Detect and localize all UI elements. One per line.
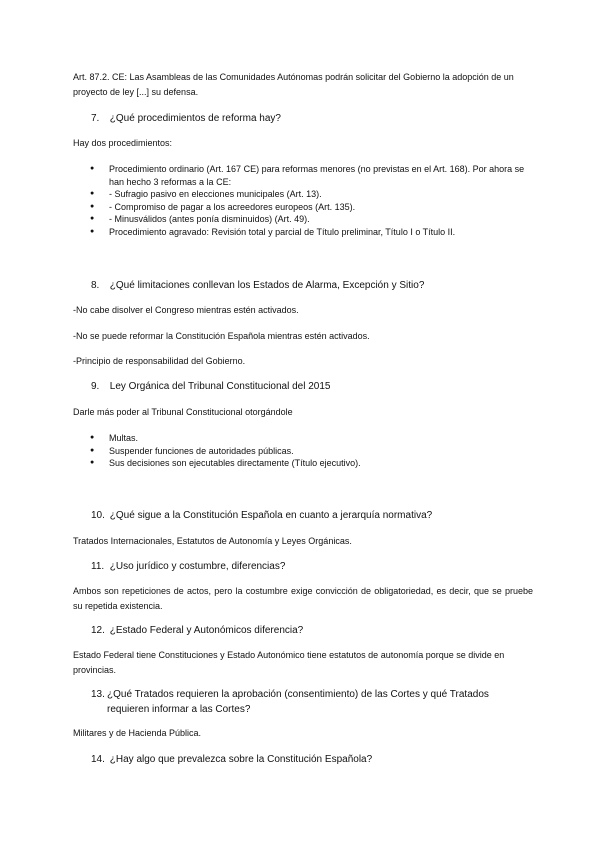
question-number: 7. <box>91 113 100 124</box>
question-text: ¿Qué procedimientos de reforma hay? <box>109 113 281 124</box>
question-number: 10. <box>91 510 105 521</box>
list-item: ● Sus decisiones son ejecutables directamente (Título ejecutivo). <box>90 457 530 470</box>
list-item: ● - Sufragio pasivo en elecciones municipales (Art. 13). <box>90 188 530 201</box>
q8-line: -No se puede reformar la Constitución Española mientras estén activados. <box>73 331 370 341</box>
q8-line: -No cabe disolver el Congreso mientras estén activados. <box>73 305 299 315</box>
question-text: ¿Hay algo que prevalezca sobre la Constitución Española? <box>109 754 373 765</box>
question-number: 13. <box>91 689 105 700</box>
q12-answer: Estado Federal tiene Constituciones y Estado Autonómico tiene estatutos de autonomía porque se divide en provincias. <box>73 650 505 675</box>
q9-list <box>90 432 530 470</box>
question-11-heading <box>91 559 285 574</box>
art-87-2-paragraph: Art. 87.2. CE: Las Asambleas de las Comunidades Autónomas podrán solicitar del Gobierno la adopción de un proyecto de ley [...] su defensa. <box>73 72 514 97</box>
list-item: ● Procedimiento agravado: Revisión total y parcial de Título preliminar, Título I o Título II. <box>90 226 530 239</box>
q13-answer: Militares y de Hacienda Pública. <box>73 728 202 738</box>
q11-answer: Ambos son repeticiones de actos, pero la costumbre exige convicción de obligatoriedad, es decir, que se pruebe su repetida existencia. <box>73 586 533 611</box>
q9-intro: Darle más poder al Tribunal Constitucional otorgándole <box>73 407 293 417</box>
question-number: 14. <box>91 754 105 765</box>
question-number: 8. <box>91 280 100 291</box>
q10-answer: Tratados Internacionales, Estatutos de Autonomía y Leyes Orgánicas. <box>73 536 352 546</box>
list-item: ● Procedimiento ordinario (Art. 167 CE) para reformas menores (no previstas en el Art. 168). Por ahora se han hecho 3 reformas a la CE: <box>90 163 530 188</box>
question-text: ¿Uso jurídico y costumbre, diferencias? <box>109 561 286 572</box>
q7-list <box>90 163 530 238</box>
question-text-continued: requieren informar a las Cortes? <box>107 704 251 715</box>
list-item: ● Suspender funciones de autoridades públicas. <box>90 445 530 458</box>
list-item: ● - Compromiso de pagar a los acreedores europeos (Art. 135). <box>90 201 530 214</box>
question-12-heading <box>91 623 303 638</box>
question-number: 9. <box>91 381 100 392</box>
question-number: 11. <box>91 561 105 572</box>
question-text: ¿Estado Federal y Autonómicos diferencia? <box>109 625 304 636</box>
question-text: Ley Orgánica del Tribunal Constitucional del 2015 <box>109 381 331 392</box>
list-item: ● Multas. <box>90 432 530 445</box>
question-7-heading <box>91 111 281 126</box>
q8-line: -Principio de responsabilidad del Gobierno. <box>73 356 246 366</box>
question-text: ¿Qué Tratados requieren la aprobación (consentimiento) de las Cortes y qué Tratados <box>107 689 489 700</box>
question-8-heading <box>91 278 424 293</box>
question-10-heading <box>91 508 432 523</box>
question-14-heading <box>91 752 372 767</box>
question-text: ¿Qué limitaciones conllevan los Estados de Alarma, Excepción y Sitio? <box>109 280 425 291</box>
question-13-heading <box>91 687 531 717</box>
question-9-heading <box>91 379 330 394</box>
question-text: ¿Qué sigue a la Constitución Española en cuanto a jerarquía normativa? <box>109 510 433 521</box>
question-number: 12. <box>91 625 105 636</box>
q7-intro: Hay dos procedimientos: <box>73 138 173 148</box>
list-item: ● - Minusválidos (antes ponía disminuidos) (Art. 49). <box>90 213 530 226</box>
